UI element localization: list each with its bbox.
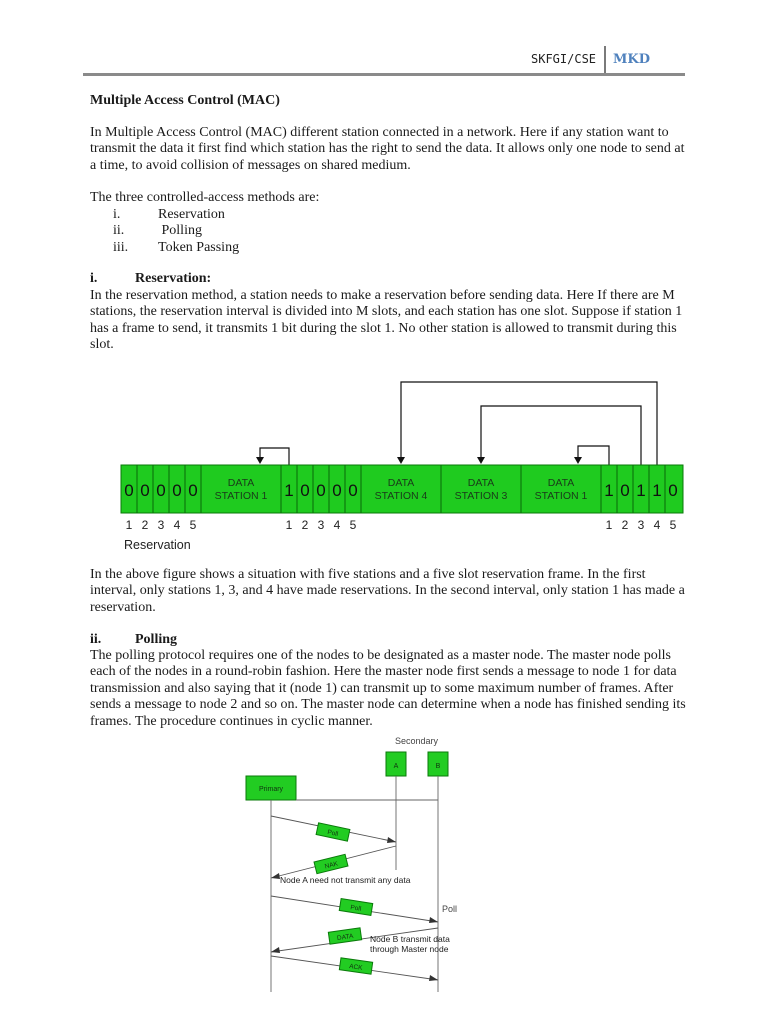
reservation-heading: i. Reservation: — [90, 271, 212, 286]
polling-heading: ii. Polling — [90, 632, 178, 647]
list-item: i. Reservation — [113, 207, 225, 222]
slot-bit: 0 — [332, 481, 342, 500]
polling-paragraph: The polling protocol requires one of the nodes to be designated as a master node. The master node polls each of the nodes in a round-robin fashion. Here the master node first sends a message to node 1 for data transmission and also saying that it (node 1) can transmit up to some maximum number of frames. After sends a message to node 2 and so on. The master node can determine when a node has finished sending its frames. The procedure continues in cyclic manner. — [90, 648, 686, 729]
slot-number: 2 — [301, 518, 309, 532]
page-title: Multiple Access Control (MAC) — [90, 93, 280, 108]
data-frame-station: STATION 4 — [374, 490, 428, 502]
slot-bit: 0 — [172, 481, 182, 500]
node-a-label: A — [393, 763, 399, 770]
reservation-explanation: In the above figure shows a situation with five stations and a five slot reservation frame. In the first interval, only stations 1, 3, and 4 have made reservations. In the second interval, only station 1 has made a reservation. — [90, 567, 685, 615]
slot-number: 4 — [653, 518, 661, 532]
slot-bit: 0 — [668, 481, 678, 500]
slot-bit: 1 — [652, 481, 662, 500]
primary-label: Primary — [258, 786, 284, 793]
message-label: Poll — [326, 828, 339, 839]
note-node-a: Node A need not transmit any data — [280, 875, 411, 885]
message-boxes — [314, 823, 373, 974]
methods-list — [113, 207, 239, 256]
slot-bit: 0 — [188, 481, 198, 500]
note-node-b-line1: Node B transmit data — [370, 934, 450, 944]
reservation-bar — [121, 465, 683, 513]
data-frame-station: STATION 3 — [454, 490, 508, 502]
slot-number: 1 — [125, 518, 133, 532]
data-frame-station: STATION 1 — [534, 490, 588, 502]
list-item: iii. Token Passing — [113, 239, 240, 255]
header-separator — [604, 46, 606, 74]
header-code: SKFGI/CSE — [531, 52, 597, 66]
slot-bit: 0 — [156, 481, 166, 500]
data-frame-label: DATA — [547, 477, 575, 489]
slot-number: 2 — [621, 518, 629, 532]
reservation-figure — [0, 370, 768, 560]
slot-bit: 1 — [636, 481, 646, 500]
message-label: ACK — [348, 963, 363, 972]
slot-number: 4 — [333, 518, 341, 532]
data-frame-label: DATA — [227, 477, 255, 489]
slot-bit: 0 — [316, 481, 326, 500]
slot-number: 2 — [141, 518, 149, 532]
note-node-b-line2: through Master node — [370, 944, 449, 954]
message-label: Poll — [349, 904, 362, 913]
polling-figure — [0, 730, 768, 995]
slot-bit: 0 — [300, 481, 310, 500]
reservation-caption: Reservation — [124, 538, 191, 552]
header-initials: MKD — [613, 52, 650, 67]
slot-number: 5 — [189, 518, 197, 532]
slot-number: 1 — [605, 518, 613, 532]
message-label: DATA — [336, 932, 354, 943]
secondary-label: Secondary — [395, 736, 439, 746]
poll-side-label: Poll — [442, 904, 458, 914]
slot-bit: 1 — [284, 481, 294, 500]
slot-bit: 1 — [604, 481, 614, 500]
arrow-heads — [256, 457, 582, 464]
header-rule — [83, 73, 685, 76]
node-b-label: B — [435, 763, 441, 770]
slot-number: 1 — [285, 518, 293, 532]
slot-number: 3 — [157, 518, 165, 532]
methods-intro: The three controlled-access methods are: — [90, 190, 320, 205]
slot-bit: 0 — [620, 481, 630, 500]
slot-bit: 0 — [348, 481, 358, 500]
slot-number: 4 — [173, 518, 181, 532]
data-frame-station: STATION 1 — [214, 490, 268, 502]
reservation-arrows — [260, 382, 657, 465]
slot-bit: 0 — [124, 481, 134, 500]
message-lines — [271, 816, 438, 980]
slot-number: 3 — [637, 518, 645, 532]
slot-number: 5 — [669, 518, 677, 532]
message-label: NAK — [324, 860, 339, 871]
intro-paragraph: In Multiple Access Control (MAC) different station connected in a network. Here if any station want to transmit the data it first find which station has the right to send the data. It allows only one node to send at a time, to avoid collision of messages on shared medium. — [90, 125, 685, 173]
data-frame-label: DATA — [467, 477, 495, 489]
slot-number: 5 — [349, 518, 357, 532]
slot-number: 3 — [317, 518, 325, 532]
list-item: ii. Polling — [113, 223, 202, 239]
data-frame-label: DATA — [387, 477, 415, 489]
slot-bit: 0 — [140, 481, 150, 500]
reservation-paragraph: In the reservation method, a station needs to make a reservation before sending data. Here If there are M stations, the reservation interval is divided into M slots, and each station has one slot. Suppose if station 1 has a frame to send, it transmits 1 bit during the slot 1. No other station is allowed to transmit during this slot. — [90, 288, 683, 353]
slot-numbers — [126, 518, 677, 532]
